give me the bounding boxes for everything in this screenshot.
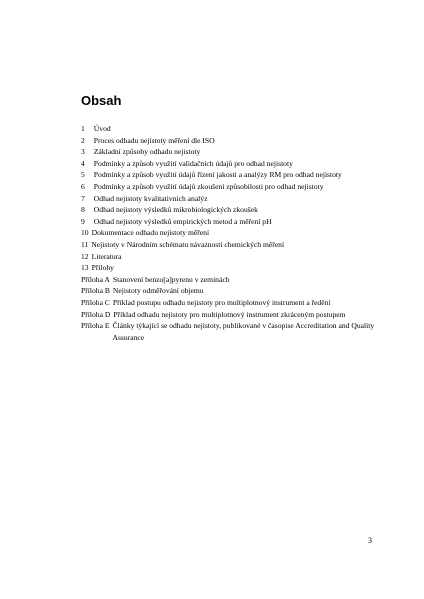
toc-entry-number: 6 — [81, 181, 85, 191]
toc-entry-text: Příklad postupu odhadu nejistoty pro multiplotnový instrument a ředění — [112, 297, 331, 307]
toc-entry-number: 4 — [81, 158, 85, 168]
toc-entry-number: Příloha B — [81, 286, 110, 296]
toc-entry-number: 11 — [81, 239, 89, 249]
toc-entry — [81, 146, 381, 158]
toc-entry-number: 5 — [81, 170, 85, 180]
toc-entry — [81, 135, 381, 147]
toc-entry-number: Příloha E — [81, 321, 110, 331]
toc-entry-number: 10 — [81, 228, 89, 238]
toc-entry — [81, 123, 381, 135]
toc-entry — [81, 181, 381, 193]
toc-appendix-entry — [81, 285, 381, 297]
toc-entry-text: Podmínky a způsob využití údajů řízení jakosti a analýzy RM pro odhad nejistoty — [93, 170, 342, 180]
toc-entry-text: Proces odhadu nejistoty měření dle ISO — [93, 135, 215, 145]
toc-entry-number: 3 — [81, 147, 85, 157]
toc-entry-text: Úvod — [93, 124, 111, 133]
toc-appendix-entry — [81, 320, 381, 343]
toc-entry-text: Podmínky a způsob využití validačních údajů pro odhad nejistoty — [93, 158, 293, 168]
toc-entry — [81, 216, 381, 228]
toc-entry-number: 9 — [81, 216, 85, 226]
table-of-contents — [81, 123, 381, 343]
toc-entry-number: Příloha D — [81, 309, 111, 319]
toc-entry-text: Nejistoty v Národním schématu návaznosti chemických měření — [91, 239, 285, 249]
page-title: Obsah — [81, 93, 122, 108]
toc-entry-number: 1 — [81, 124, 85, 133]
page-number: 3 — [368, 536, 372, 545]
toc-entry-text: Přílohy — [91, 263, 114, 273]
toc-entry — [81, 193, 381, 205]
toc-entry-text: Literatura — [91, 251, 122, 261]
toc-entry-number: 7 — [81, 193, 85, 203]
toc-entry-text: Příklad odhadu nejistoty pro multiplotnový instrument zkráceným postupem — [113, 309, 346, 319]
toc-entry-text: Odhad nejistoty výsledků mikrobiologických zkoušek — [93, 205, 258, 215]
toc-appendix-entry — [81, 274, 381, 286]
toc-entry — [81, 227, 381, 239]
toc-entry-text: Odhad nejistoty kvalitativních analýz — [93, 193, 208, 203]
toc-entry — [81, 262, 381, 274]
toc-entry — [81, 158, 381, 170]
toc-entry-number: 8 — [81, 205, 85, 215]
toc-appendix-entry — [81, 309, 381, 321]
toc-entry-text: Články týkající se odhadu nejistoty, publikované v časopise Accreditation and Quality Assurance — [112, 321, 375, 342]
toc-entry-text: Základní způsoby odhadu nejistoty — [93, 147, 201, 157]
toc-entry-number: 2 — [81, 135, 85, 145]
toc-entry-text: Podmínky a způsob využití údajů zkoušení způsobilosti pro odhad nejistoty — [93, 181, 324, 191]
toc-entry-number: 13 — [81, 263, 89, 273]
toc-entry — [81, 169, 381, 181]
toc-entry-number: 12 — [81, 251, 89, 261]
toc-entry-text: Odhad nejistoty výsledků empirických metod a měření pH — [93, 216, 272, 226]
toc-entry — [81, 204, 381, 216]
toc-entry-text: Stanovení benzo[a]pyrenu v zeminách — [112, 274, 230, 284]
toc-entry-text: Dokumentace odhadu nejistoty měření — [91, 228, 210, 238]
toc-entry-text: Nejistoty odměřování objemu — [112, 286, 204, 296]
toc-appendix-entry — [81, 297, 381, 309]
toc-entry-number: Příloha A — [81, 274, 110, 284]
toc-entry-number: Příloha C — [81, 297, 110, 307]
toc-entry — [81, 239, 381, 251]
toc-entry — [81, 251, 381, 263]
